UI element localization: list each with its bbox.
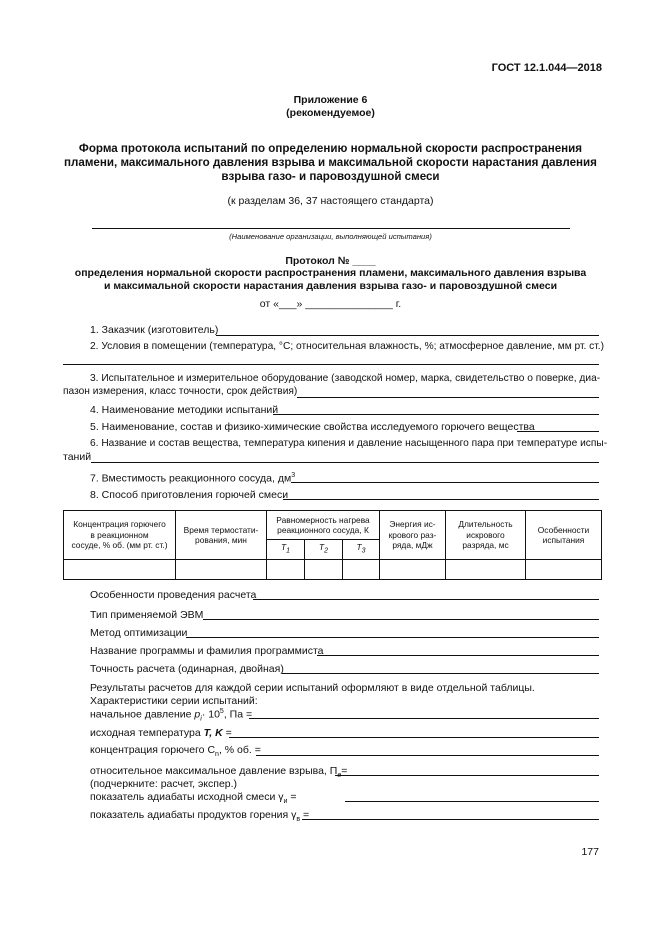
calc-adiabatic-initial-label: показатель адиабаты исходной смеси $\gamma_и$ = bbox=[90, 791, 297, 806]
header-concentration: Концентрация горючего в реакционном сосуде, % об. (мм рт. ст.) bbox=[64, 511, 176, 560]
calc-initial-temperature-line[interactable] bbox=[229, 737, 599, 738]
page-number: 177 bbox=[581, 846, 599, 858]
header-test-features: Особенности испытания bbox=[526, 511, 602, 560]
header-spark-energy: Энергия ис- крового раз- ряда, мДж bbox=[380, 511, 446, 560]
field-volume-line[interactable] bbox=[291, 482, 599, 483]
field-equipment-label-2: пазон измерения, класс точности, срок действия) bbox=[63, 386, 298, 397]
calc-features-line[interactable] bbox=[253, 599, 599, 600]
field-conditions-label: 2. Условия в помещении (температура, °С; относительная влажность, %; атмосферное давление, мм рт. ст.) bbox=[90, 341, 605, 352]
calc-fuel-concentration-line[interactable] bbox=[256, 755, 599, 756]
calc-optimization-line[interactable] bbox=[186, 637, 599, 638]
field-substance-label: 5. Наименование, состав и физико-химические свойства исследуемого горючего вещества bbox=[90, 421, 535, 433]
header-t3: $T_3$ bbox=[343, 540, 380, 560]
calc-adiabatic-products-line[interactable] bbox=[302, 819, 599, 820]
calc-adiabatic-products-label: показатель адиабаты продуктов горения $\gamma_в$ = bbox=[90, 809, 310, 824]
calc-initial-pressure-label: начальное давление $p_i\cdot 10^5$, Па = bbox=[90, 708, 253, 723]
calc-program-label: Название программы и фамилия программиста bbox=[90, 645, 324, 657]
table-cell[interactable] bbox=[380, 560, 446, 580]
reference-note: (к разделам 36, 37 настоящего стандарта) bbox=[227, 195, 434, 207]
organization-caption: (Наименование организации, выполняющей испытания) bbox=[229, 232, 432, 241]
calc-features-label: Особенности проведения расчета bbox=[90, 589, 257, 601]
calc-computer-line[interactable] bbox=[203, 619, 599, 620]
calc-relative-pressure-line[interactable] bbox=[335, 775, 599, 776]
field-customer-line[interactable] bbox=[216, 335, 599, 336]
calc-computer-label: Тип применяемой ЭВМ bbox=[90, 609, 204, 621]
table-cell[interactable] bbox=[343, 560, 380, 580]
calc-adiabatic-initial-line[interactable] bbox=[345, 801, 599, 802]
header-t1: $T_1$ bbox=[267, 540, 305, 560]
calc-initial-pressure-line[interactable] bbox=[249, 718, 599, 719]
table-cell[interactable] bbox=[446, 560, 526, 580]
header-spark-duration: Длительность искрового разряда, мс bbox=[446, 511, 526, 560]
appendix-subtitle: (рекомендуемое) bbox=[286, 107, 375, 119]
calc-underline-note: (подчеркните: расчет, экспер.) bbox=[90, 778, 238, 790]
protocol-line-2: и максимальной скорости нарастания давления взрыва газо- и паровоздушной смеси bbox=[103, 280, 558, 292]
table-row bbox=[64, 560, 602, 580]
field-conditions-line[interactable] bbox=[63, 364, 599, 365]
form-title-line-2: пламени, максимального давления взрыва и максимальной скорости нарастания давления bbox=[64, 156, 597, 169]
protocol-line-1: определения нормальной скорости распространения пламени, максимального давления взрыва bbox=[74, 267, 587, 279]
header-thermostat-time: Время термостати- рования, мин bbox=[176, 511, 267, 560]
field-preparation-label: 8. Способ приготовления горючей смеси bbox=[90, 489, 289, 501]
calc-initial-temperature-label: исходная температура T, K = bbox=[90, 727, 232, 739]
test-results-table bbox=[63, 510, 602, 580]
field-method-label: 4. Наименование методики испытаний bbox=[90, 404, 279, 416]
field-equipment-label-1: 3. Испытательное и измерительное оборудование (заводской номер, марка, свидетельство о поверке, диа- bbox=[90, 373, 601, 384]
calc-fuel-concentration-label: концентрация горючего $С_n$, % об. = bbox=[90, 744, 261, 759]
calc-precision-line[interactable] bbox=[282, 673, 599, 674]
calc-relative-pressure-label: относительное максимальное давление взрыва, $П_e=$ bbox=[90, 765, 348, 780]
organization-line[interactable] bbox=[92, 228, 570, 229]
calc-results-note: Результаты расчетов для каждой серии испытаний оформляют в виде отдельной таблицы. bbox=[90, 682, 535, 694]
calc-series-heading: Характеристики серии испытаний: bbox=[90, 695, 258, 707]
form-title-line-3: взрыва газо- и паровоздушной смеси bbox=[221, 170, 440, 183]
table-cell[interactable] bbox=[176, 560, 267, 580]
protocol-date: от «___» _______________ г. bbox=[259, 298, 402, 310]
header-heating-uniformity: Равномерность нагрева реакционного сосуда, К bbox=[267, 511, 380, 540]
table-cell[interactable] bbox=[526, 560, 602, 580]
protocol-title: Протокол № ____ bbox=[285, 255, 376, 267]
calc-optimization-label: Метод оптимизации bbox=[90, 627, 188, 639]
field-volume-label: 7. Вместимость реакционного сосуда, $дм^3$ bbox=[90, 472, 296, 485]
field-method-line[interactable] bbox=[273, 414, 599, 415]
field-composition-label-2: таний bbox=[63, 451, 92, 463]
appendix-title: Приложение 6 bbox=[293, 94, 368, 106]
field-preparation-line[interactable] bbox=[283, 499, 599, 500]
field-equipment-line[interactable] bbox=[297, 397, 599, 398]
calc-program-line[interactable] bbox=[317, 655, 599, 656]
standard-code: ГОСТ 12.1.044—2018 bbox=[491, 62, 602, 74]
table-cell[interactable] bbox=[64, 560, 176, 580]
field-composition-line[interactable] bbox=[91, 462, 599, 463]
table-cell[interactable] bbox=[267, 560, 305, 580]
header-t2: $T_2$ bbox=[305, 540, 343, 560]
field-composition-label-1: 6. Название и состав вещества, температура кипения и давление насыщенного пара при температуре испы- bbox=[90, 438, 608, 449]
field-substance-line[interactable] bbox=[517, 431, 599, 432]
table-cell[interactable] bbox=[305, 560, 343, 580]
calc-precision-label: Точность расчета (одинарная, двойная) bbox=[90, 663, 284, 675]
field-customer-label: 1. Заказчик (изготовитель) bbox=[90, 324, 219, 336]
form-title-line-1: Форма протокола испытаний по определению нормальной скорости распространения bbox=[78, 142, 583, 155]
